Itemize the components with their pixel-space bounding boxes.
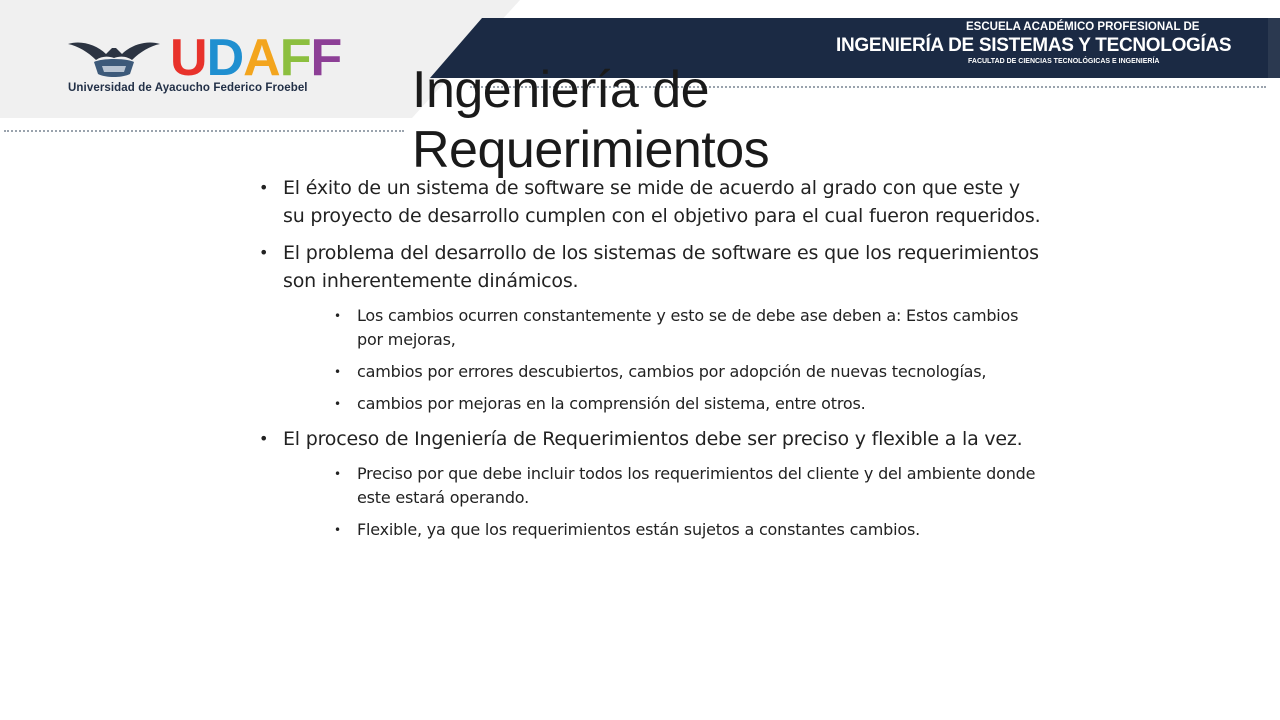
- banner-tab: [1268, 18, 1280, 78]
- sub-bullet-item: [283, 392, 1046, 416]
- sub-bullet-item: [283, 462, 1046, 510]
- sub-bullet-list: [283, 304, 1046, 416]
- university-logo: [66, 29, 342, 100]
- sub-bullet-list: [283, 462, 1046, 542]
- bullet-item: [256, 425, 1046, 542]
- bullet-glyph: •: [259, 178, 269, 197]
- bullet-glyph: •: [259, 243, 269, 262]
- bullet-item: [256, 174, 1046, 230]
- condor-emblem-icon: [66, 34, 162, 82]
- sub-bullet-glyph: •: [334, 365, 341, 379]
- sub-bullet-text: Flexible, ya que los requerimientos están sujetos a constantes cambios.: [357, 520, 920, 539]
- sub-bullet-item: [283, 360, 1046, 384]
- bullet-item: [256, 239, 1046, 416]
- sub-bullet-glyph: •: [334, 467, 341, 481]
- sub-bullet-item: [283, 518, 1046, 542]
- slide-title: Ingeniería de Requerimientos: [412, 61, 770, 179]
- sub-bullet-glyph: •: [334, 309, 341, 323]
- logo-subtitle: Universidad de Ayacucho Federico Froebel: [68, 82, 308, 94]
- bullet-text: El proceso de Ingeniería de Requerimientos debe ser preciso y flexible a la vez.: [283, 428, 1023, 450]
- bullet-text: El problema del desarrollo de los sistemas de software es que los requerimientos son inherentemente dinámicos.: [283, 242, 1039, 292]
- bullet-text: El éxito de un sistema de software se mide de acuerdo al grado con que este y su proyecto de desarrollo cumplen con el objetivo para el cual fueron requeridos.: [283, 177, 1041, 227]
- bullet-list: [256, 174, 1046, 542]
- sub-bullet-text: cambios por errores descubiertos, cambios por adopción de nuevas tecnologías,: [357, 362, 987, 381]
- bullet-glyph: •: [259, 429, 269, 448]
- sub-bullet-text: Los cambios ocurren constantemente y esto se de debe ase deben a: Estos cambios por mejoras,: [357, 306, 1019, 349]
- slide-content: [256, 174, 1046, 551]
- sub-bullet-text: Preciso por que debe incluir todos los requerimientos del cliente y del ambiente donde este estará operando.: [357, 464, 1036, 507]
- banner-line-faculty: FACULTAD DE CIENCIAS TECNOLÓGICAS E INGENIERÍA: [968, 58, 1160, 65]
- banner-line-school: ESCUELA ACADÉMICO PROFESIONAL DE: [966, 21, 1200, 33]
- sub-bullet-item: [283, 304, 1046, 352]
- dotted-divider-left: [4, 130, 404, 132]
- sub-bullet-glyph: •: [334, 397, 341, 411]
- sub-bullet-glyph: •: [334, 523, 341, 537]
- sub-bullet-text: cambios por mejoras en la comprensión del sistema, entre otros.: [357, 394, 866, 413]
- banner-line-program: INGENIERÍA DE SISTEMAS Y TECNOLOGÍAS: [836, 35, 1232, 56]
- logo-wordmark: UDAFF: [170, 29, 342, 87]
